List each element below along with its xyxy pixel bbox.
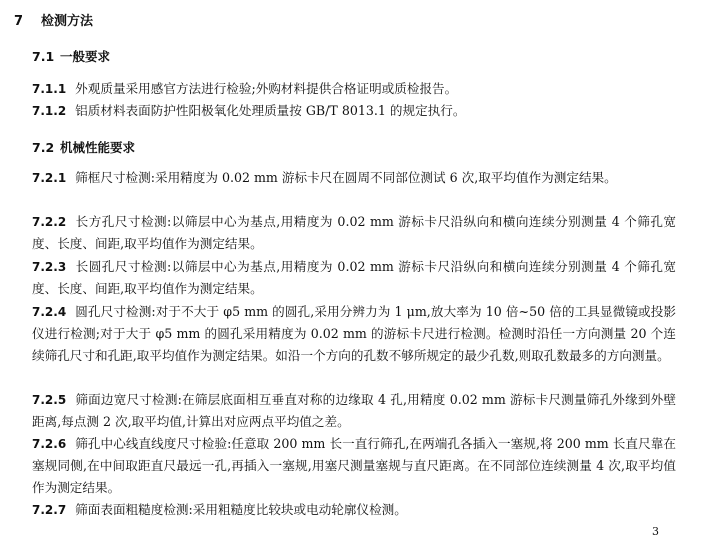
clause-paragraph <box>32 433 676 499</box>
clause-paragraph <box>32 499 676 521</box>
clause-text: 长圆孔尺寸检测:以筛层中心为基点,用精度为 0.02 mm 游标卡尺沿纵向和横向连续分别测量 4 个筛孔宽度、长度、间距,取平均值作为测定结果。 <box>32 259 676 296</box>
clause-paragraph <box>32 211 676 255</box>
section-title: 检测方法 <box>41 14 94 29</box>
subsection-heading <box>32 47 110 65</box>
subsection-title: 机械性能要求 <box>60 140 136 155</box>
clause-number: 7.2.2 <box>32 215 67 229</box>
clause-number: 7.2.3 <box>32 260 67 274</box>
clause-number: 7.2.4 <box>32 305 67 319</box>
page-number: 3 <box>652 525 659 538</box>
clause-number: 7.2.1 <box>32 171 67 185</box>
clause-text: 外观质量采用感官方法进行检验;外购材料提供合格证明或质检报告。 <box>75 81 458 96</box>
subsection-heading <box>32 138 135 156</box>
clause-text: 铝质材料表面防护性阳极氧化处理质量按 GB/T 8013.1 的规定执行。 <box>75 103 466 118</box>
subsection-title: 一般要求 <box>60 49 111 64</box>
clause-number: 7.1.2 <box>32 104 67 118</box>
clause-text: 筛面边宽尺寸检测:在筛层底面相互垂直对称的边缘取 4 孔,用精度 0.02 mm 游标卡尺测量筛孔外缘到外壁距离,每点测 2 次,取平均值,计算出对应两点平均值之差。 <box>32 392 676 429</box>
clause-text: 筛孔中心线直线度尺寸检验:任意取 200 mm 长一直行筛孔,在两端孔各插入一塞规,将 200 mm 长直尺靠在塞规同侧,在中间取距直尺最远一孔,再插入一塞规,用塞尺测量塞规与直尺距离。在不同部位连续测量 4 次,取平均值作为测定结果。 <box>32 436 676 495</box>
clause-text: 圆孔尺寸检测:对于不大于 φ5 mm 的圆孔,采用分辨力为 1 μm,放大率为 10 倍~50 倍的工具显微镜或投影仪进行检测;对于大于 φ5 mm 的圆孔采用精度为 0.02 mm 的游标卡尺进行检测。检测时沿任一方向测量 20 个连续筛孔尺寸和孔距,取平均值作为测定结果。如沿一个方向的孔数不够所规定的最少孔数,则取孔数最多的方向测量。 <box>32 304 676 363</box>
clause-paragraph <box>32 78 676 100</box>
clause-text: 筛面表面粗糙度检测:采用粗糙度比较块或电动轮廓仪检测。 <box>75 502 407 517</box>
clause-text: 长方孔尺寸检测:以筛层中心为基点,用精度为 0.02 mm 游标卡尺沿纵向和横向连续分别测量 4 个筛孔宽度、长度、间距,取平均值作为测定结果。 <box>32 214 676 251</box>
clause-number: 7.1.1 <box>32 82 67 96</box>
section-heading <box>14 10 93 29</box>
clause-number: 7.2.7 <box>32 503 67 517</box>
clause-paragraph <box>32 301 676 367</box>
clause-paragraph <box>32 167 676 189</box>
clause-number: 7.2.5 <box>32 393 67 407</box>
subsection-number: 7.2 <box>32 140 55 155</box>
clause-paragraph <box>32 389 676 433</box>
clause-paragraph <box>32 100 676 122</box>
section-number: 7 <box>14 14 24 29</box>
clause-text: 筛框尺寸检测:采用精度为 0.02 mm 游标卡尺在圆周不同部位测试 6 次,取平均值作为测定结果。 <box>75 170 617 185</box>
clause-number: 7.2.6 <box>32 437 67 451</box>
clause-paragraph <box>32 256 676 300</box>
subsection-number: 7.1 <box>32 49 55 64</box>
